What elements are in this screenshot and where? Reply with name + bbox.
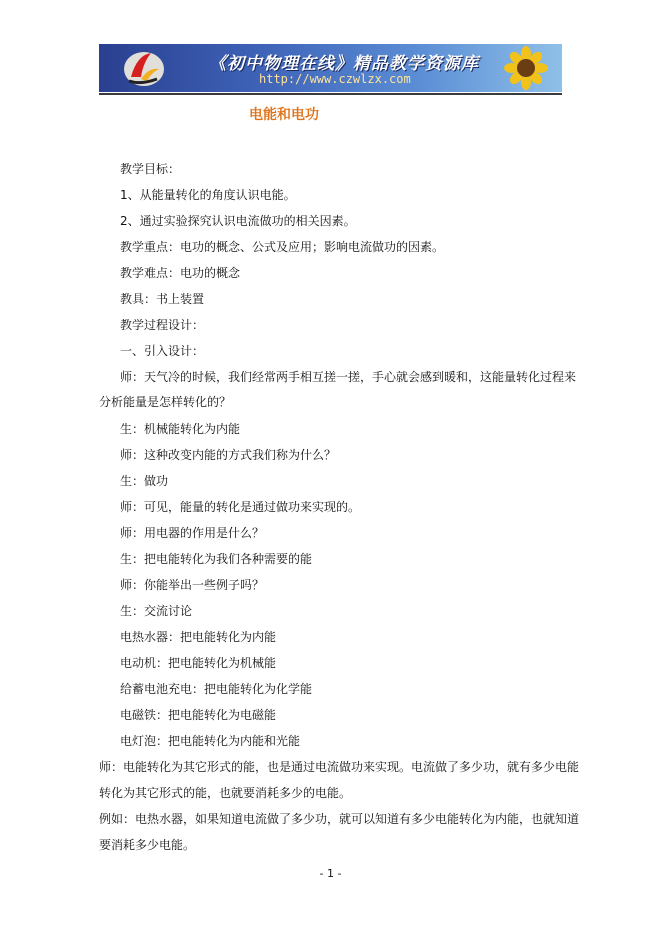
header-divider [99, 93, 562, 95]
page-title: 电能和电功 [249, 107, 319, 123]
page-number: - 1 - [319, 867, 342, 880]
text-line: 生：机械能转化为内能 [120, 422, 241, 436]
banner-title: 《初中物理在线》精品教学资源库 [209, 54, 479, 74]
banner-url[interactable]: http://www.czwlzx.com [259, 72, 411, 86]
text-line: 转化为其它形式的能，也就要消耗多少的电能。 [99, 786, 352, 800]
text-line: 教学目标： [120, 162, 181, 176]
text-line: 师：电能转化为其它形式的能，也是通过电流做功来实现。电流做了多少功，就有多少电能 [99, 760, 580, 774]
text-line: 电磁铁：把电能转化为电磁能 [120, 708, 277, 722]
text-line: 要消耗多少电能。 [99, 838, 196, 852]
text-line: 给蓄电池充电：把电能转化为化学能 [120, 682, 313, 696]
text-line: 生：交流讨论 [120, 604, 193, 618]
text-line: 电动机：把电能转化为机械能 [120, 656, 277, 670]
text-line: 一、引入设计： [120, 344, 205, 358]
text-line: 生：把电能转化为我们各种需要的能 [120, 552, 313, 566]
text-line: 师：这种改变内能的方式我们称为什么？ [120, 448, 337, 462]
text-line: 2、通过实验探究认识电流做功的相关因素。 [120, 214, 356, 228]
text-line: 分析能量是怎样转化的？ [99, 395, 232, 409]
text-line: 教学难点：电功的概念 [120, 266, 241, 280]
text-line: 例如：电热水器，如果知道电流做了多少功，就可以知道有多少电能转化为内能，也就知道 [99, 812, 580, 826]
text-line: 师：用电器的作用是什么？ [120, 526, 265, 540]
text-line: 师：天气冷的时候，我们经常两手相互搓一搓，手心就会感到暖和，这能量转化过程来 [120, 370, 577, 384]
sunflower-icon [496, 46, 556, 90]
header-banner [99, 44, 562, 92]
text-line: 师：可见，能量的转化是通过做功来实现的。 [120, 500, 361, 514]
text-line: 师：你能举出一些例子吗？ [120, 578, 265, 592]
text-line: 电热水器：把电能转化为内能 [120, 630, 277, 644]
text-line: 教学过程设计： [120, 318, 205, 332]
text-line: 生：做功 [120, 474, 169, 488]
text-line: 教学重点：电功的概念、公式及应用；影响电流做功的因素。 [120, 240, 445, 254]
site-logo-icon [121, 47, 167, 89]
text-line: 电灯泡：把电能转化为内能和光能 [120, 734, 301, 748]
text-line: 教具：书上装置 [120, 292, 205, 306]
text-line: 1、从能量转化的角度认识电能。 [120, 188, 296, 202]
